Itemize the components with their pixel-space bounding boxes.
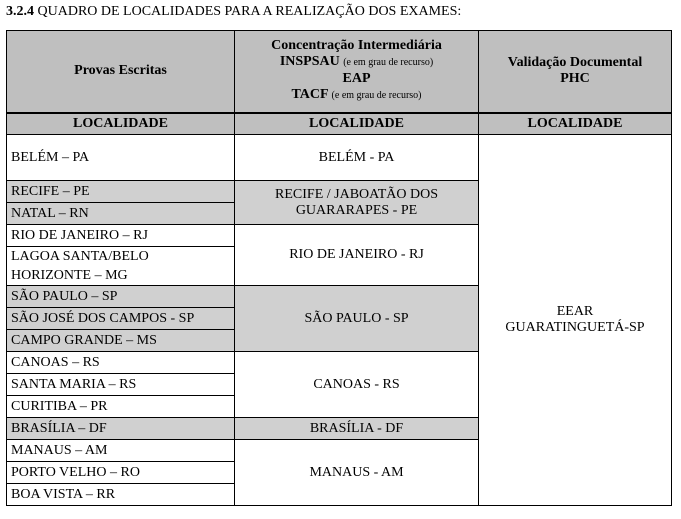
section-title: QUADRO DE LOCALIDADES PARA A REALIZAÇÃO DOS EXAMES: — [37, 4, 462, 19]
localities-table — [6, 30, 672, 506]
row-lagoa-santa: LAGOA SANTA/BELO HORIZONTE – MG — [7, 247, 235, 286]
validation-line2: GUARATINGUETÁ-SP — [505, 320, 645, 335]
row-rio: RIO DE JANEIRO – RJ — [7, 225, 235, 247]
row-sao-jose-dos-campos: SÃO JOSÉ DOS CAMPOS - SP — [7, 308, 235, 330]
intermediate-sao-paulo: SÃO PAULO - SP — [235, 286, 479, 352]
intermediate-canoas: CANOAS - RS — [235, 352, 479, 418]
header-validation: Validação Documental PHC — [479, 31, 672, 113]
intermediate-recife: RECIFE / JABOATÃO DOS GUARARAPES - PE — [235, 181, 479, 225]
intermediate-manaus: MANAUS - AM — [235, 440, 479, 506]
row-sao-paulo: SÃO PAULO – SP — [7, 286, 235, 308]
row-curitiba: CURITIBA – PR — [7, 396, 235, 418]
row-boa-vista: BOA VISTA – RR — [7, 484, 235, 506]
row-brasilia: BRASÍLIA – DF — [7, 418, 235, 440]
row-porto-velho: PORTO VELHO – RO — [7, 462, 235, 484]
row-natal: NATAL – RN — [7, 203, 235, 225]
subheader-locality-3: LOCALIDADE — [479, 113, 672, 135]
row-recife: RECIFE – PE — [7, 181, 235, 203]
intermediate-belem: BELÉM - PA — [235, 135, 479, 181]
subheader-locality-1: LOCALIDADE — [7, 113, 235, 135]
row-manaus: MANAUS – AM — [7, 440, 235, 462]
row-santa-maria: SANTA MARIA – RS — [7, 374, 235, 396]
row-belem: BELÉM – PA — [7, 135, 235, 181]
intermediate-rio: RIO DE JANEIRO - RJ — [235, 225, 479, 286]
intermediate-brasilia: BRASÍLIA - DF — [235, 418, 479, 440]
section-number: 3.2.4 — [6, 4, 34, 19]
header-intermediate: Concentração Intermediária INSPSAU (e em grau de recurso) EAP TACF (e em grau de recurso) — [235, 31, 479, 113]
header-written-exams: Provas Escritas — [7, 31, 235, 113]
validation-cell — [479, 135, 672, 506]
section-heading — [6, 4, 461, 20]
validation-line1: EEAR — [556, 304, 594, 319]
subheader-locality-2: LOCALIDADE — [235, 113, 479, 135]
row-canoas: CANOAS – RS — [7, 352, 235, 374]
row-campo-grande: CAMPO GRANDE – MS — [7, 330, 235, 352]
